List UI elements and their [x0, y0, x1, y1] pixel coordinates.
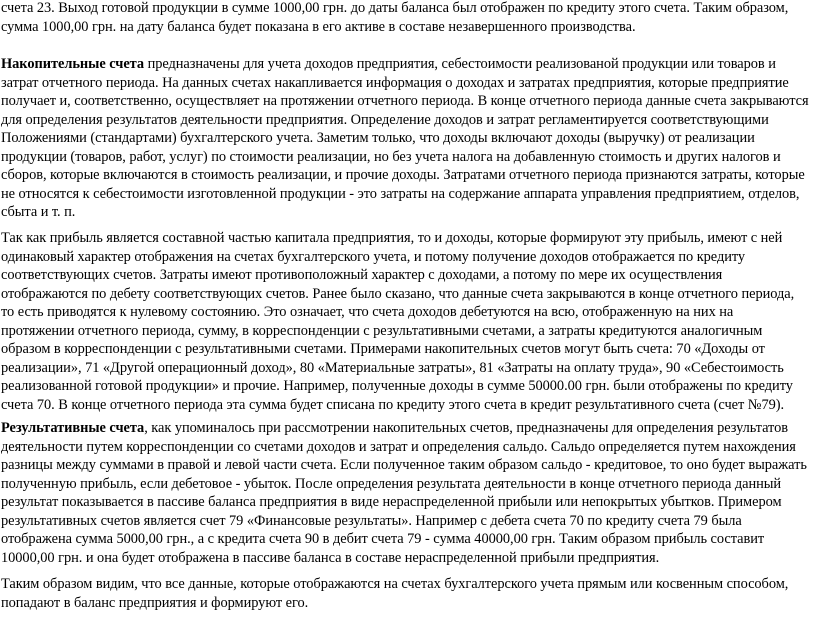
paragraph-2-text: предназначены для учета доходов предприятия, себестоимости реализованой продукции или товаров и затрат отчетного периода. На данных счетах накапливается информация о доходах и затратах предприятия, которые предприятие получает и, соответственно, осуществляет на протяжении отчетного периода. В конце отчетного периода данные счета закрываются для определения результатов деятельности предприятия. Определение доходов и затрат регламентируется соответствующими Положениями (стандартами) бухгалтерского учета. Заметим только, что доходы включают доходы (выручку) от реализации продукции (товаров, работ, услуг) по стоимости реализации, но без учета налога на добавленную стоимость и других налогов и сборов, которые включаются в стоимость реализации, и прочие доходы. Затратами отчетного периода признаются затраты, которые не относятся к себестоимости изготовленной продукции - это затраты на содержание аппарата управления предприятием, отделов, сбыта и т. п. — [1, 56, 809, 220]
paragraph-1-text: счета 23. Выход готовой продукции в сумме 1000,00 грн. до даты баланса был отображен по кредиту этого счета. Таким образом, сумма 1000,00 грн. на дату баланса будет показана в его активе в составе незавершенного производства. — [1, 0, 789, 35]
paragraph-5 — [1, 575, 809, 612]
paragraph-5-text: Таким образом видим, что все данные, которые отображаются на счетах бухгалтерского учета прямым или косвенным способом, попадают в баланс предприятия и формируют его. — [1, 576, 789, 611]
paragraph-4-text: , как упоминалось при рассмотрении накопительных счетов, предназначены для определения результатов деятельности путем корреспонденции со счетами доходов и затрат и определения сальдо. Сальдо определяется путем нахождения разницы между суммами в правой и левой части счета. Если полученное таким образом сальдо - кредитовое, то оно будет выражать полученную прибыль, если дебетовое - убыток. После определения результата деятельности в конце отчетного периода данный результат показывается в пассиве баланса предприятия в виде нераспределенной прибыли или непокрытых убытков. Примером результативных счетов является счет 79 «Финансовые результаты». Например с дебета счета 70 по кредиту счета 79 была отображена сумма 5000,00 грн., а с кредита счета 90 в дебит счета 79 - сумма 40000,00 грн. Таким образом прибыль составит 10000,00 грн. и она будет отображена в пассиве баланса в составе нераспределенной прибыли предприятия. — [1, 420, 807, 566]
term-accumulative-accounts: Накопительные счета — [1, 56, 145, 72]
paragraph-3 — [1, 229, 809, 414]
paragraph-3-text: Так как прибыль является составной частью капитала предприятия, то и доходы, которые формируют эту прибыль, имеют с ней одинаковый характер отображения на счетах бухгалтерского учета, и потому получение доходов отображается по кредиту соответствующих счетов. Затраты имеют противоположный характер с доходами, а потому по мере их осуществления отображаются по дебету соответствующих счетов. Ранее было сказано, что данные счета закрываются в конце отчетного периода, то есть приводятся к нулевому состоянию. Это означает, что счета доходов дебетуются на всю, отображенную на них на протяжении отчетного периода, сумму, в корреспонденции с результативными счетами, а затраты кредитуются аналогичным образом в корреспонденции с результативными счетами. Примерами накопительных счетов могут быть счета: 70 «Доходы от реализации», 71 «Другой операционный доход», 80 «Материальные затраты», 81 «Затраты на оплату труда», 90 «Себестоимость реализованной готовой продукции» и прочие. Например, полученные доходы в сумме 50000.00 грн. были отображены по кредиту счета 70. В конце отчетного периода эта сумма будет списана по кредиту этого счета в кредит результативного счета (счет №79). — [1, 230, 795, 413]
term-result-accounts: Результативные счета — [1, 420, 145, 436]
paragraph-1 — [1, 0, 809, 36]
paragraph-2 — [1, 55, 809, 222]
paragraph-4 — [1, 419, 809, 567]
